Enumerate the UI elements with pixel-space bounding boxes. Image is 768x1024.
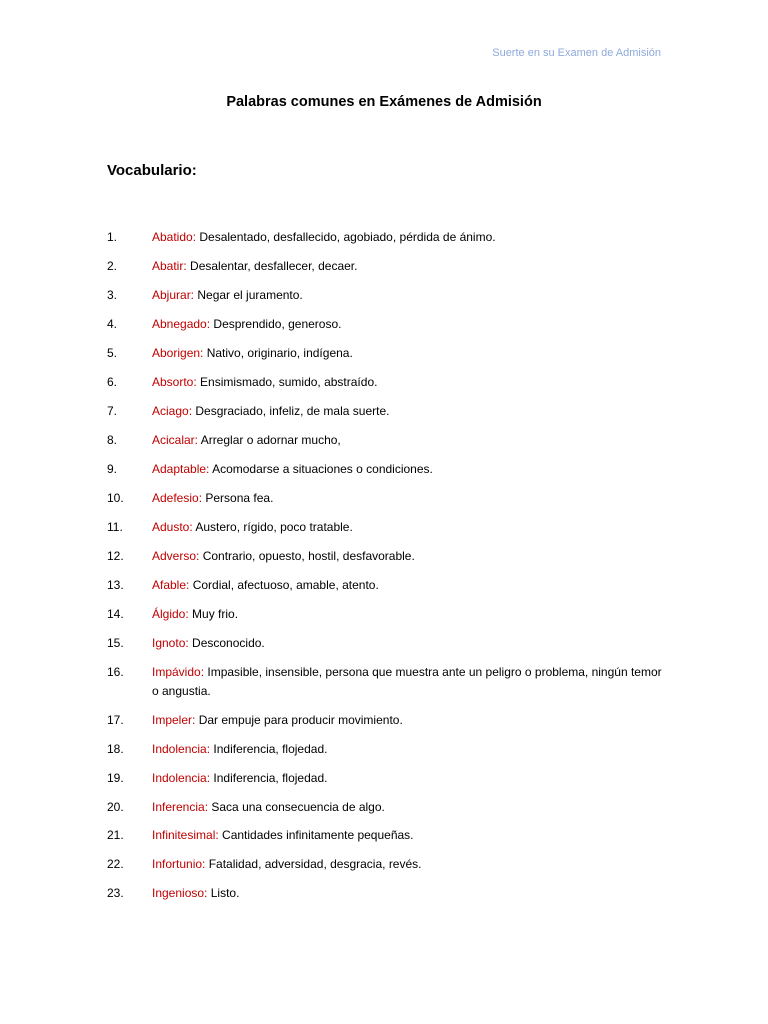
item-entry <box>152 373 667 392</box>
vocabulary-term: Afable: <box>152 577 190 592</box>
vocabulary-item <box>107 344 667 363</box>
item-number: 8. <box>107 432 118 447</box>
vocabulary-term: Impávido: <box>152 664 205 679</box>
item-number: 13. <box>107 577 124 592</box>
item-number: 2. <box>107 258 118 273</box>
vocabulary-definition: Desconocido. <box>188 635 265 650</box>
vocabulary-item <box>107 518 667 537</box>
vocabulary-definition: Saca una consecuencia de algo. <box>208 799 385 814</box>
vocabulary-term: Álgido: <box>152 606 189 621</box>
vocabulary-term: Infinitesimal: <box>152 828 219 843</box>
vocabulary-item <box>107 431 667 450</box>
item-entry <box>152 826 667 845</box>
vocabulary-item <box>107 855 667 874</box>
item-entry <box>152 228 667 247</box>
vocabulary-term: Adefesio: <box>152 490 203 505</box>
item-number: 11. <box>107 519 123 534</box>
item-entry <box>152 576 667 595</box>
item-entry <box>152 711 667 730</box>
vocabulary-term: Indolencia: <box>152 770 211 785</box>
item-number: 20. <box>107 799 124 814</box>
vocabulary-term: Adaptable: <box>152 461 210 476</box>
item-number: 6. <box>107 374 118 389</box>
vocabulary-term: Indolencia: <box>152 741 211 756</box>
item-entry <box>152 769 667 788</box>
vocabulary-term: Adverso: <box>152 548 200 563</box>
item-number: 5. <box>107 345 118 360</box>
item-number: 7. <box>107 403 118 418</box>
item-number: 21. <box>107 828 124 843</box>
vocabulary-definition: Contrario, opuesto, hostil, desfavorable. <box>199 548 415 563</box>
vocabulary-definition: Indiferencia, flojedad. <box>210 770 328 785</box>
vocabulary-term: Abatir: <box>152 258 187 273</box>
vocabulary-item <box>107 547 667 566</box>
item-entry <box>152 798 667 817</box>
vocabulary-item <box>107 576 667 595</box>
vocabulary-definition: Dar empuje para producir movimiento. <box>195 712 403 727</box>
vocabulary-term: Impeler: <box>152 712 196 727</box>
vocabulary-definition: Nativo, originario, indígena. <box>203 345 353 360</box>
vocabulary-term: Absorto: <box>152 374 197 389</box>
vocabulary-item <box>107 663 667 701</box>
item-number: 3. <box>107 287 118 302</box>
vocabulary-item <box>107 884 667 903</box>
item-entry <box>152 286 667 305</box>
item-entry <box>152 855 667 874</box>
item-number: 23. <box>107 886 124 901</box>
item-number: 14. <box>107 606 124 621</box>
vocabulary-definition: Indiferencia, flojedad. <box>210 741 328 756</box>
vocabulary-item <box>107 315 667 334</box>
vocabulary-item <box>107 489 667 508</box>
item-entry <box>152 884 667 903</box>
item-number: 9. <box>107 461 118 476</box>
vocabulary-item <box>107 228 667 247</box>
document-title: Palabras comunes en Exámenes de Admisión <box>226 94 542 110</box>
vocabulary-item <box>107 711 667 730</box>
vocabulary-term: Aciago: <box>152 403 193 418</box>
vocabulary-term: Acicalar: <box>152 432 199 447</box>
vocabulary-term: Adusto: <box>152 519 193 534</box>
item-number: 18. <box>107 741 124 756</box>
vocabulary-item <box>107 257 667 276</box>
vocabulary-definition: Impasible, insensible, persona que muestra ante un peligro o problema, ningún temor o angustia. <box>152 664 662 698</box>
vocabulary-definition: Persona fea. <box>202 490 274 505</box>
vocabulary-definition: Fatalidad, adversidad, desgracia, revés. <box>205 857 422 872</box>
vocabulary-term: Aborigen: <box>152 345 204 360</box>
vocabulary-definition: Desgraciado, infeliz, de mala suerte. <box>192 403 390 418</box>
item-entry <box>152 663 667 701</box>
vocabulary-item <box>107 769 667 788</box>
item-number: 15. <box>107 635 124 650</box>
vocabulary-definition: Arreglar o adornar mucho, <box>198 432 341 447</box>
item-number: 19. <box>107 770 124 785</box>
vocabulary-term: Abatido: <box>152 230 197 244</box>
section-heading: Vocabulario: <box>107 162 197 179</box>
header-note: Suerte en su Examen de Admisión <box>492 47 661 59</box>
item-number: 22. <box>107 857 124 872</box>
item-entry <box>152 315 667 334</box>
vocabulary-term: Inferencia: <box>152 799 209 814</box>
item-number: 12. <box>107 548 124 563</box>
item-entry <box>152 740 667 759</box>
item-number: 4. <box>107 316 118 331</box>
vocabulary-definition: Cantidades infinitamente pequeñas. <box>218 828 414 843</box>
vocabulary-item <box>107 798 667 817</box>
item-number: 16. <box>107 664 124 679</box>
item-number: 10. <box>107 490 124 505</box>
item-entry <box>152 634 667 653</box>
item-number: 17. <box>107 712 124 727</box>
vocabulary-definition: Desalentar, desfallecer, decaer. <box>186 258 358 273</box>
vocabulary-definition: Austero, rígido, poco tratable. <box>192 519 353 534</box>
vocabulary-definition: Cordial, afectuoso, amable, atento. <box>189 577 379 592</box>
vocabulary-term: Infortunio: <box>152 857 206 872</box>
vocabulary-definition: Muy frio. <box>188 606 239 621</box>
item-entry <box>152 344 667 363</box>
vocabulary-term: Abjurar: <box>152 287 195 302</box>
item-entry <box>152 489 667 508</box>
vocabulary-list <box>107 228 667 913</box>
item-entry <box>152 431 667 450</box>
item-number: 1. <box>107 230 118 244</box>
vocabulary-definition: Negar el juramento. <box>194 287 303 302</box>
vocabulary-term: Abnegado: <box>152 316 211 331</box>
vocabulary-item <box>107 740 667 759</box>
vocabulary-definition: Desprendido, generoso. <box>210 316 342 331</box>
item-entry <box>152 518 667 537</box>
vocabulary-item <box>107 373 667 392</box>
vocabulary-term: Ingenioso: <box>152 886 208 901</box>
vocabulary-item <box>107 402 667 421</box>
vocabulary-definition: Ensimismado, sumido, abstraído. <box>196 374 378 389</box>
vocabulary-definition: Desalentado, desfallecido, agobiado, pérdida de ánimo. <box>196 230 496 244</box>
vocabulary-item <box>107 460 667 479</box>
vocabulary-definition: Listo. <box>207 886 240 901</box>
item-entry <box>152 257 667 276</box>
vocabulary-item <box>107 634 667 653</box>
item-entry <box>152 547 667 566</box>
vocabulary-item <box>107 605 667 624</box>
vocabulary-definition: Acomodarse a situaciones o condiciones. <box>209 461 433 476</box>
vocabulary-term: Ignoto: <box>152 635 189 650</box>
item-entry <box>152 605 667 624</box>
item-entry <box>152 402 667 421</box>
vocabulary-item <box>107 286 667 305</box>
item-entry <box>152 460 667 479</box>
vocabulary-item <box>107 826 667 845</box>
